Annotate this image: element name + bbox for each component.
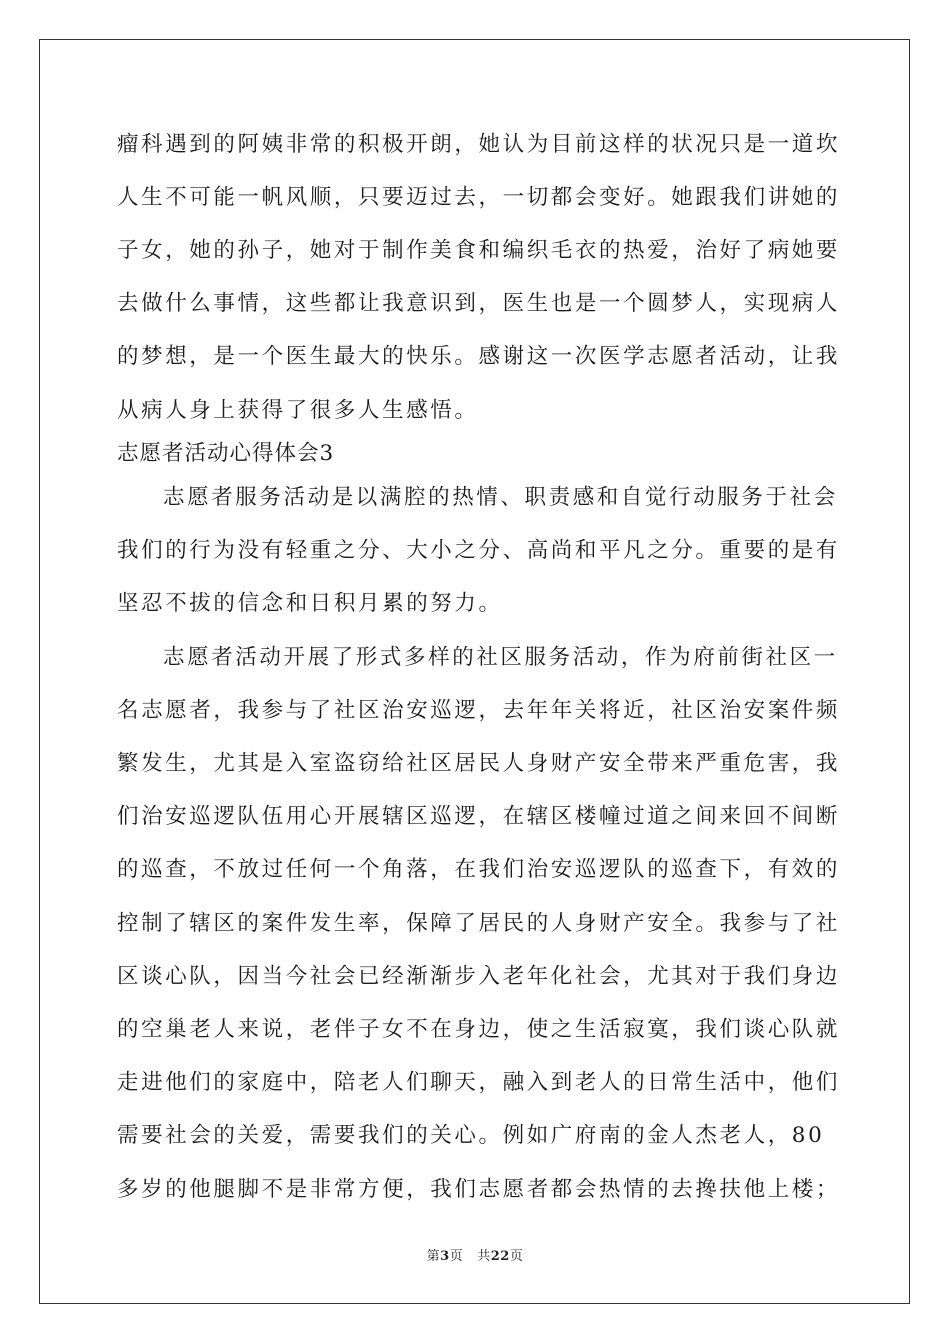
- paragraph-first-line: 志愿者活动开展了形式多样的社区服务活动，作为府前街社区一: [163, 645, 838, 670]
- page-footer: [0, 1245, 950, 1264]
- page-number: 第3页: [426, 1249, 464, 1264]
- body-line: 控制了辖区的案件发生率，保障了居民的人身财产安全。我参与了社: [117, 911, 841, 936]
- body-line: 区谈心队，因当今社会已经渐渐步入老年化社会，尤其对于我们身边: [117, 964, 841, 989]
- body-line: 坚忍不拔的信念和日积月累的努力。: [117, 591, 503, 616]
- body-line: 我们的行为没有轻重之分、大小之分、高尚和平凡之分。重要的是有: [117, 538, 841, 563]
- section-heading: 志愿者活动心得体会3: [117, 441, 335, 466]
- body-line: 的空巢老人来说，老伴子女不在身边，使之生活寂寞，我们谈心队就: [117, 1017, 841, 1042]
- body-line: 多岁的他腿脚不是非常方便，我们志愿者都会热情的去搀扶他上楼；: [117, 1177, 841, 1202]
- body-line: 们治安巡逻队伍用心开展辖区巡逻，在辖区楼幢过道之间来回不间断: [117, 804, 841, 829]
- paragraph-first-line: 志愿者服务活动是以满腔的热情、职责感和自觉行动服务于社会: [163, 485, 838, 510]
- body-line: 需要社会的关爱，需要我们的关心。例如广府南的金人杰老人，80: [117, 1123, 825, 1148]
- body-line: 名志愿者，我参与了社区治安巡逻，去年年关将近，社区治安案件频: [117, 698, 841, 723]
- body-line: 的梦想，是一个医生最大的快乐。感谢这一次医学志愿者活动，让我: [117, 344, 841, 369]
- body-line: 的巡查，不放过任何一个角落，在我们治安巡逻队的巡查下，有效的: [117, 857, 841, 882]
- body-line: 人生不可能一帆风顺，只要迈过去，一切都会变好。她跟我们讲她的: [117, 185, 841, 210]
- body-line: 繁发生，尤其是入室盗窃给社区居民人身财产安全带来严重危害，我: [117, 751, 841, 776]
- page-total: 共22页: [477, 1249, 524, 1264]
- body-line: 子女，她的孙子，她对于制作美食和编织毛衣的热爱，治好了病她要: [117, 238, 841, 263]
- body-line: 去做什么事情，这些都让我意识到，医生也是一个圆梦人，实现病人: [117, 291, 841, 316]
- body-line: 瘤科遇到的阿姨非常的积极开朗，她认为目前这样的状况只是一道坎: [117, 132, 841, 157]
- body-line: 从病人身上获得了很多人生感悟。: [117, 398, 479, 423]
- body-line: 走进他们的家庭中，陪老人们聊天，融入到老人的日常生活中，他们: [117, 1070, 841, 1095]
